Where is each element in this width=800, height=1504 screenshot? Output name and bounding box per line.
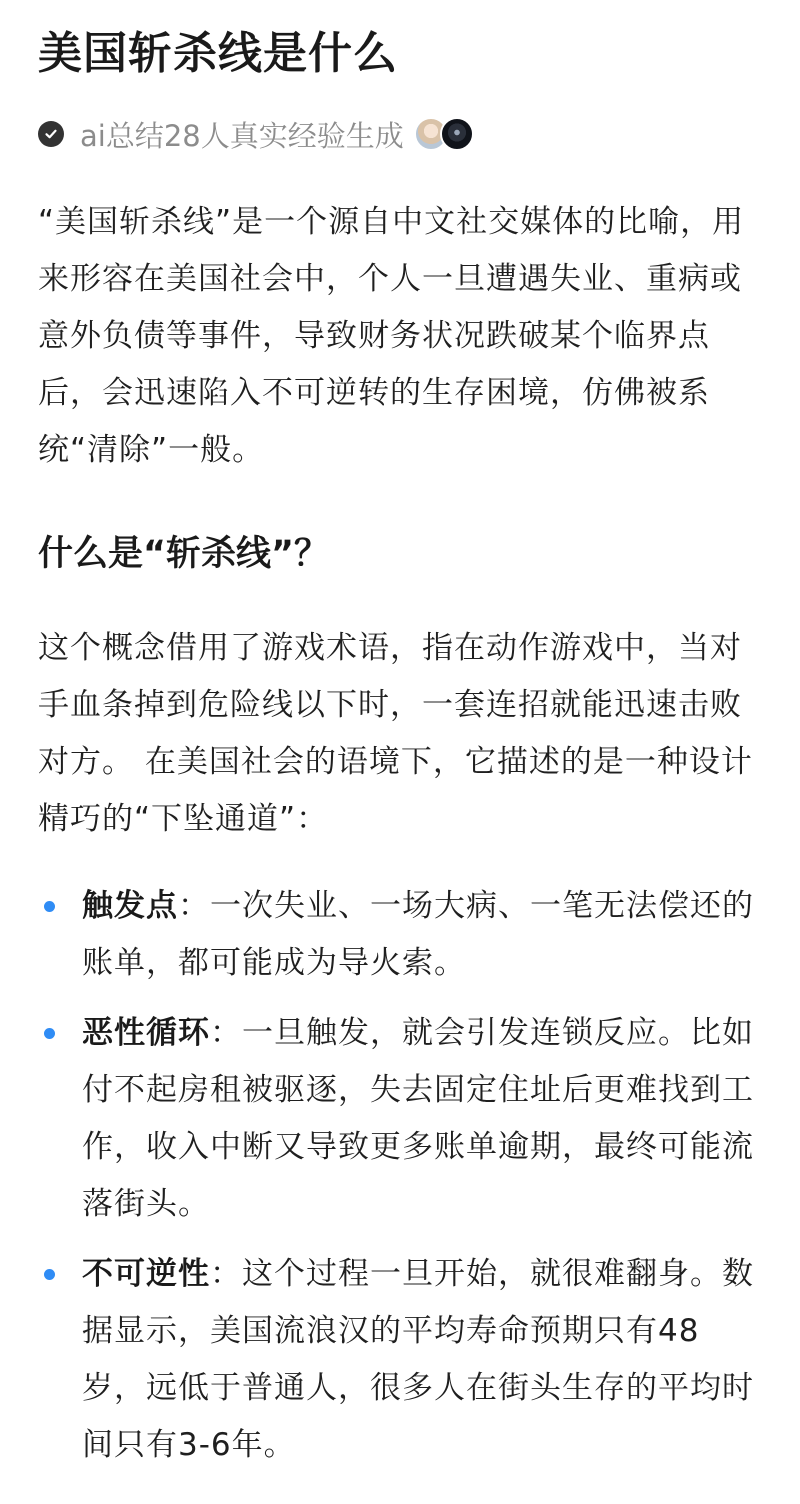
page-title: 美国斩杀线是什么 (38, 28, 398, 79)
list-item (38, 878, 762, 992)
ai-summary-byline[interactable] (38, 114, 762, 154)
bullet-term: 不可逆性 (82, 1256, 210, 1292)
section-heading: 什么是“斩杀线”？ (38, 534, 330, 574)
bullet-list (38, 878, 762, 1474)
list-item (38, 1005, 762, 1233)
check-circle-icon (38, 121, 64, 147)
avatar-group[interactable] (414, 117, 474, 151)
byline-text: ai总结28人真实经验生成 (80, 118, 404, 153)
bullet-text: ：这个过程一旦开始，就很难翻身。数据显示，美国流浪汉的平均寿命预期只有48岁，远低于普通人，很多人在街头生存的平均时间只有3-6年。 (82, 1256, 754, 1463)
bullet-dot-icon (44, 901, 55, 912)
avatar (440, 117, 474, 151)
intro-paragraph: “美国斩杀线”是一个源自中文社交媒体的比喻，用来形容在美国社会中，个人一旦遭遇失业、重病或意外负债等事件，导致财务状况跌破某个临界点后，会迅速陷入不可逆转的生存困境，仿佛被系统“清除”一般。 (38, 204, 745, 468)
concept-paragraph: 这个概念借用了游戏术语，指在动作游戏中，当对手血条掉到危险线以下时，一套连招就能迅速击败对方。 在美国社会的语境下，它描述的是一种设计精巧的“下坠通道”： (38, 630, 753, 837)
bullet-term: 触发点 (82, 888, 178, 924)
bullet-dot-icon (44, 1269, 55, 1280)
bullet-text: ：一次失业、一场大病、一笔无法偿还的账单，都可能成为导火索。 (82, 888, 754, 981)
bullet-dot-icon (44, 1028, 55, 1039)
list-item (38, 1246, 762, 1474)
bullet-term: 恶性循环 (82, 1015, 210, 1051)
bullet-text: ：一旦触发，就会引发连锁反应。比如付不起房租被驱逐，失去固定住址后更难找到工作，收入中断又导致更多账单逾期，最终可能流落街头。 (82, 1015, 754, 1222)
